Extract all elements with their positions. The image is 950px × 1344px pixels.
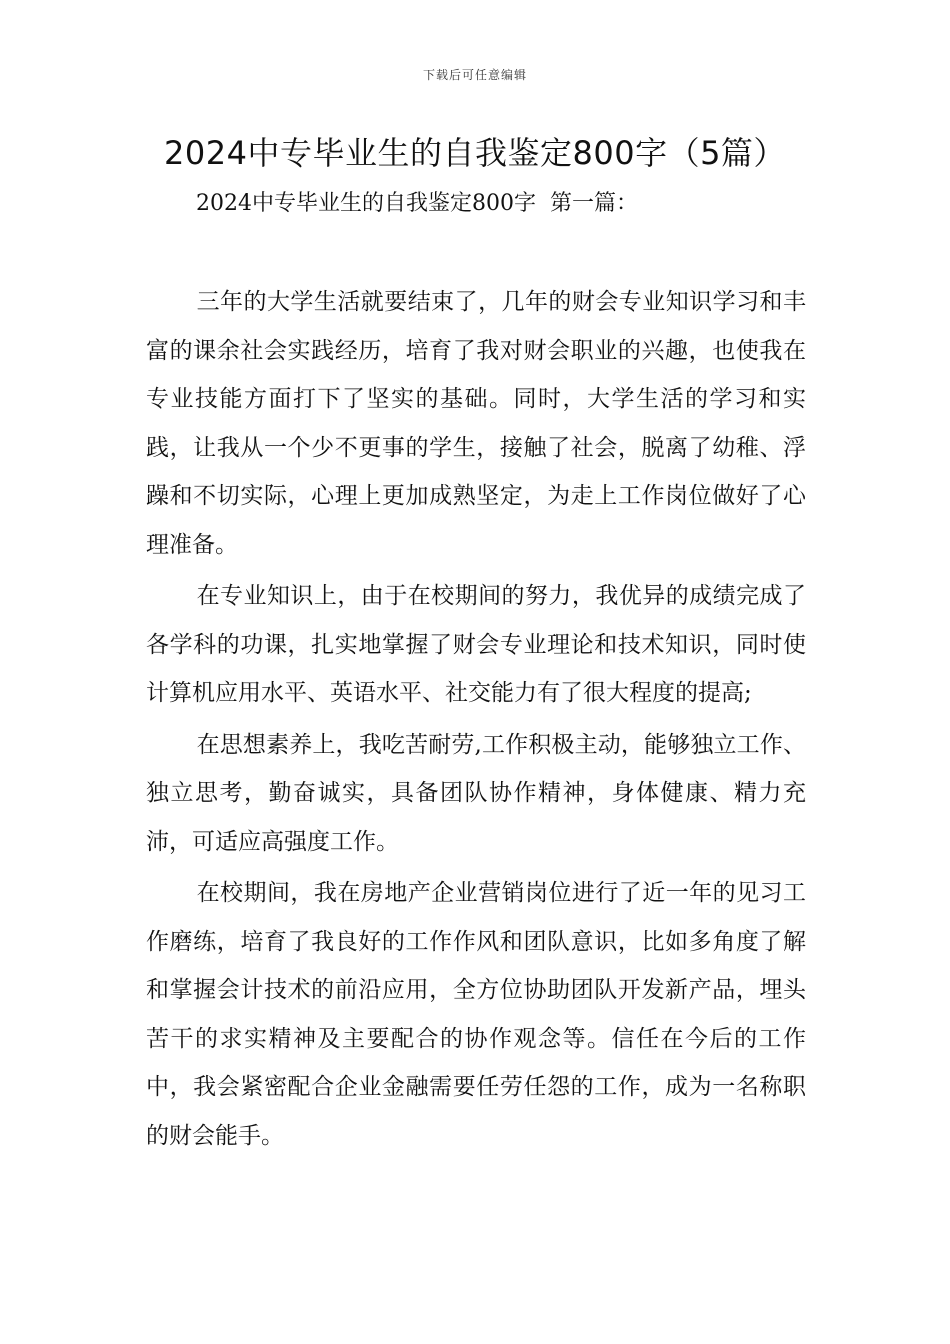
document-subtitle: 2024中专毕业生的自我鉴定800字 第一篇：: [196, 191, 638, 216]
paragraph-3: 在思想素养上，我吃苦耐劳,工作积极主动，能够独立工作、独立思考，勤奋诚实，具备团队协作精神，身体健康、精力充沛，可适应高强度工作。: [146, 731, 806, 855]
paragraph-1: 三年的大学生活就要结束了，几年的财会专业知识学习和丰富的课余社会实践经历，培育了我对财会职业的兴趣，也使我在专业技能方面打下了坚实的基础。同时，大学生活的学习和实践，让我从一个少不更事的学生，接触了社会，脱离了幼稚、浮躁和不切实际，心理上更加成熟坚定，为走上工作岗位做好了心理准备。: [146, 289, 806, 558]
paragraph-2: 在专业知识上，由于在校期间的努力，我优异的成绩完成了各学科的功课，扎实地掌握了财会专业理论和技术知识，同时使计算机应用水平、英语水平、社交能力有了很大程度的提高;: [146, 583, 806, 706]
document-title: 2024中专毕业生的自我鉴定800字（5篇）: [164, 134, 786, 172]
paragraph-4: 在校期间，我在房地产企业营销岗位进行了近一年的见习工作磨练，培育了我良好的工作作风和团队意识，比如多角度了解和掌握会计技术的前沿应用，全方位协助团队开发新产品，埋头苦干的求实精神及主要配合的协作观念等。信任在今后的工作中，我会紧密配合企业金融需要任劳任怨的工作，成为一名称职的财会能手。: [146, 880, 806, 1149]
document-body: [146, 278, 806, 1163]
page-header-note: 下载后可任意编辑: [422, 68, 527, 82]
